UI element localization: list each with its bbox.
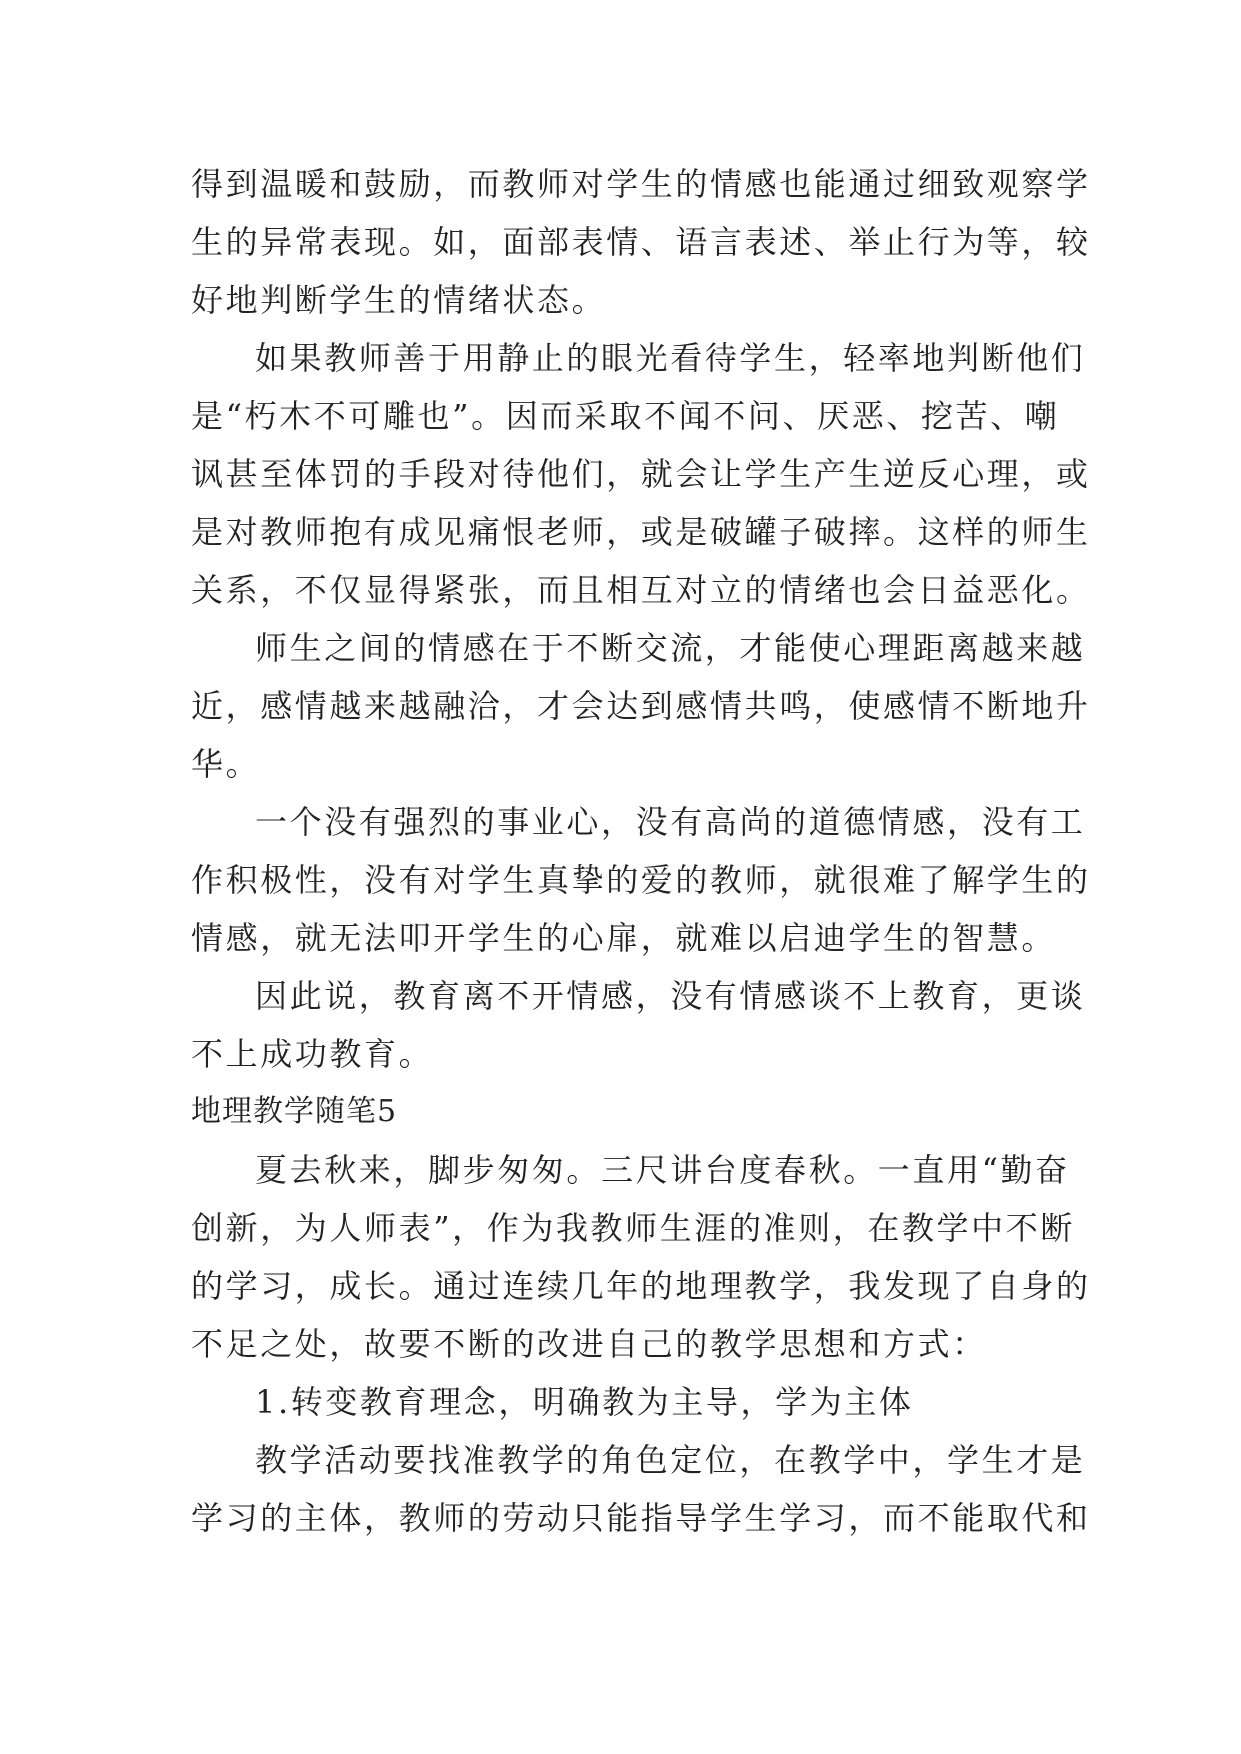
numbered-item-line: 1.转变教育理念，明确教为主导，学为主体 (255, 1383, 914, 1421)
paragraph-start-line: 如果教师善于用静止的眼光看待学生，轻率地判断他们 (255, 339, 1086, 377)
text-line: 不足之处，故要不断的改进自己的教学思想和方式： (191, 1325, 987, 1363)
text-line: 的学习，成长。通过连续几年的地理教学，我发现了自身的 (191, 1267, 1091, 1305)
text-line: 不上成功教育。 (191, 1035, 434, 1073)
text-line: 好地判断学生的情绪状态。 (191, 281, 607, 319)
text-line: 得到温暖和鼓励，而教师对学生的情感也能通过细致观察学 (191, 165, 1091, 203)
text-line: 创新，为人师表”，作为我教师生涯的准则，在教学中不断 (191, 1209, 1075, 1247)
document-body (191, 155, 1091, 1547)
text-line: 是“朽木不可雕也”。因而采取不闻不问、厌恶、挖苦、嘲 (191, 397, 1060, 435)
section-heading: 地理教学随笔5 (191, 1094, 398, 1129)
paragraph-start-line: 夏去秋来，脚步匆匆。三尺讲台度春秋。一直用“勤奋 (255, 1151, 1070, 1189)
text-line: 讽甚至体罚的手段对待他们，就会让学生产生逆反心理，或 (191, 455, 1091, 493)
text-line: 生的异常表现。如，面部表情、语言表述、举止行为等，较 (191, 223, 1091, 261)
text-line: 关系，不仅显得紧张，而且相互对立的情绪也会日益恶化。 (191, 571, 1091, 609)
text-line: 是对教师抱有成见痛恨老师，或是破罐子破摔。这样的师生 (191, 513, 1091, 551)
paragraph-start-line: 因此说，教育离不开情感，没有情感谈不上教育，更谈 (255, 977, 1086, 1015)
text-line: 作积极性，没有对学生真挚的爱的教师，就很难了解学生的 (191, 861, 1091, 899)
text-line: 华。 (191, 745, 261, 783)
paragraph-start-line: 一个没有强烈的事业心，没有高尚的道德情感，没有工 (255, 803, 1086, 841)
text-line: 情感，就无法叩开学生的心扉，就难以启迪学生的智慧。 (191, 919, 1057, 957)
paragraph-start-line: 师生之间的情感在于不断交流，才能使心理距离越来越 (255, 629, 1086, 667)
paragraph-start-line: 教学活动要找准教学的角色定位，在教学中，学生才是 (255, 1441, 1086, 1479)
text-line: 学习的主体，教师的劳动只能指导学生学习，而不能取代和 (191, 1499, 1091, 1537)
text-line: 近，感情越来越融洽，才会达到感情共鸣，使感情不断地升 (191, 687, 1091, 725)
